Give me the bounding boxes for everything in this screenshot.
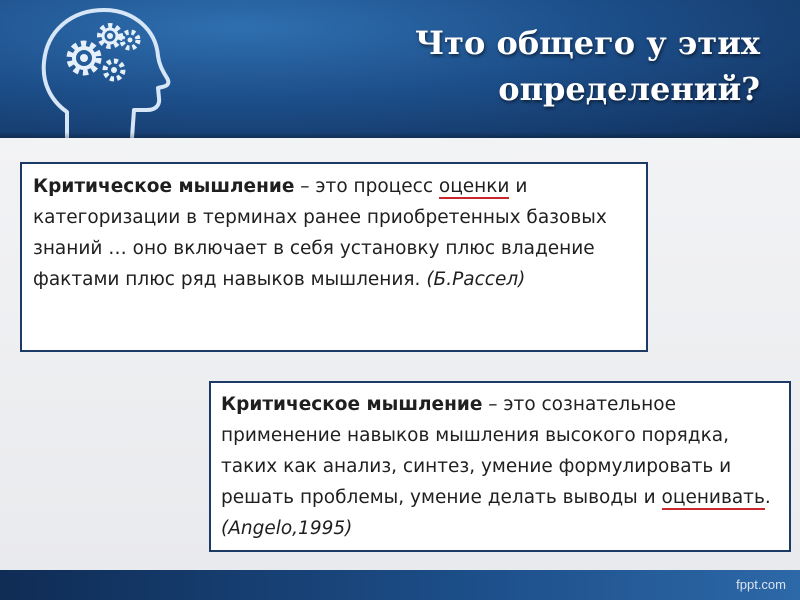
- head-with-gears-icon: [22, 0, 182, 138]
- slide-title: [340, 20, 760, 112]
- definition-citation: (Б.Рассел): [426, 269, 526, 290]
- underlined-word: оценки: [438, 176, 510, 197]
- gear-icon: [70, 44, 98, 72]
- gear-icon: [105, 61, 123, 79]
- watermark: fppt.com: [736, 577, 786, 592]
- definition-term: Критическое мышление: [33, 176, 295, 197]
- slide-footer: [0, 570, 800, 600]
- gear-icon: [122, 32, 138, 48]
- definition-box-angelo: [209, 381, 791, 552]
- title-line-1: Что общего у этих: [414, 24, 760, 62]
- definition-text: .: [764, 487, 771, 508]
- title-line-2: определений?: [498, 70, 760, 108]
- definition-box-russell: [20, 162, 648, 352]
- underlined-word: оценивать: [661, 487, 765, 508]
- definition-citation: (Angelo,1995): [221, 518, 353, 539]
- definition-term: Критическое мышление: [221, 394, 483, 415]
- definition-text: и категоризации в терминах ранее приобретенных базовых знаний … оно включает в себя установку плюс владение фактами плюс ряд навыков мышления.: [33, 176, 607, 290]
- definition-text: – это процесс: [294, 176, 439, 197]
- definition-text: – это сознательное применение навыков мышления высокого порядка, таких как анализ, синтез, умение формулировать и решать проблемы, умение делать выводы и: [221, 394, 732, 508]
- gear-icon: [100, 26, 120, 46]
- slide-header: [0, 0, 800, 138]
